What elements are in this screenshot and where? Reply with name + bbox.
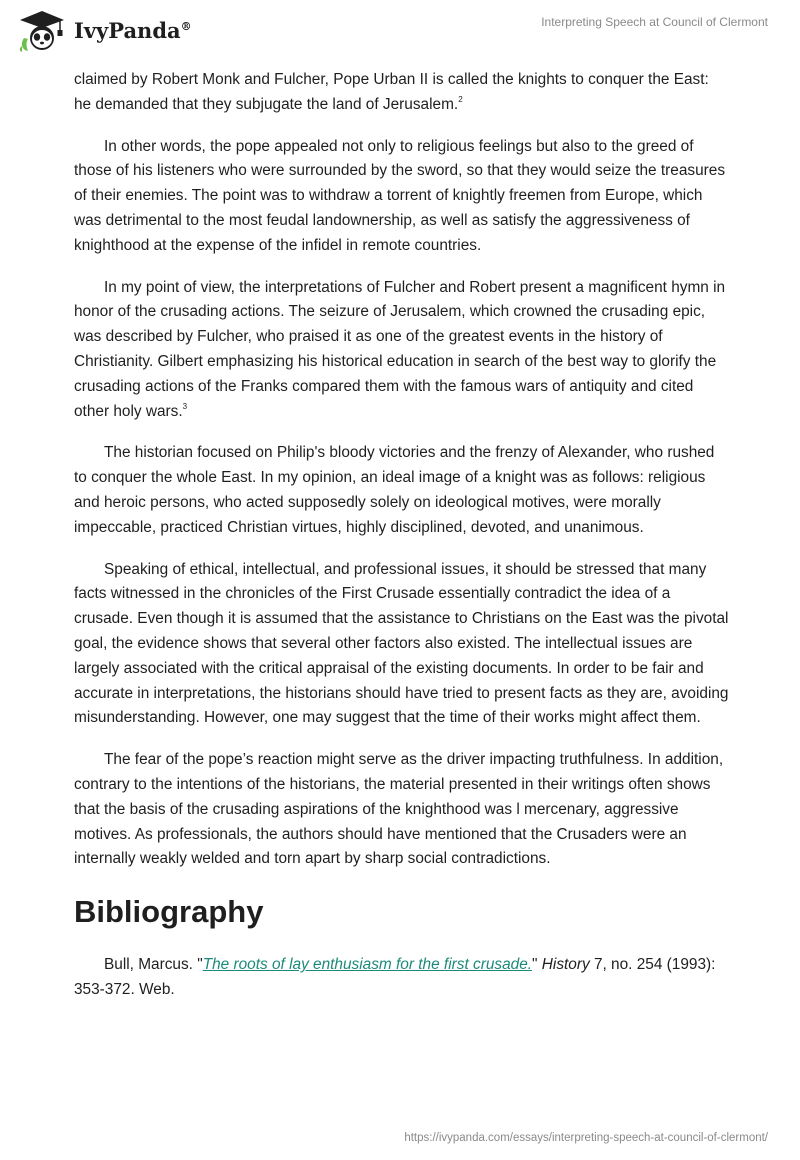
panda-graduation-cap-icon [16, 8, 68, 52]
document-title: Interpreting Speech at Council of Clermont [541, 15, 768, 29]
paragraph-3: In my point of view, the interpretations of Fulcher and Robert present a magnificent hymn in honor of the crusading actions. The seizure of Jerusalem, which crowned the crusading epic, was described by Fulcher, who praised it as one of the greatest events in the history of Christianity. Gilbert emphasizing his historical education in search of the best way to glorify the crusading actions of the Franks compared them with the famous wars of antiquity and cited other holy wars.$^3$ [74, 278, 726, 420]
bibliography-title-link[interactable]: The roots of lay enthusiasm for the first crusade. [202, 956, 533, 974]
footnote-ref-3[interactable]: 3 [182, 401, 188, 411]
bibliography-journal: History [541, 956, 590, 974]
paragraph-5: Speaking of ethical, intellectual, and professional issues, it should be stressed that many facts witnessed in the chronicles of the First Crusade essentially contradict the idea of a crusade. Even though it is assumed that the assistance to Christians on the East was the pivotal goal, the evidence shows that several other factors also existed. The intellectual issues are largely associated with the critical appraisal of the existing documents. In order to be fair and accurate in interpretations, the historians should have tried to present facts as they are, avoiding misunderstanding. However, one may suggest that the time of their works might affect them. [74, 560, 729, 727]
brand-logo[interactable] [16, 8, 192, 52]
paragraph-6: The fear of the pope’s reaction might serve as the driver impacting truthfulness. In addition, contrary to the intentions of the historians, the material presented in their writings often shows that the basis of the crusading aspirations of the knighthood was l mercenary, aggressive motives. As professionals, the authors should have mentioned that the Crusaders were an internally weakly welded and torn apart by sharp social contradictions. [74, 751, 724, 868]
page-header [0, 0, 800, 62]
paragraph-4: The historian focused on Philip's bloody victories and the frenzy of Alexander, who rushed to conquer the whole East. In my opinion, an ideal image of a knight was as follows: religious and heroic persons, who acted supposedly solely on ideological motives, were morally impeccable, practiced Christian virtues, highly disciplined, devoted, and unanimous. [74, 444, 715, 536]
brand-name: IvyPanda® [74, 17, 192, 43]
footnote-ref-2[interactable]: 2 [458, 94, 463, 104]
paragraph-2: In other words, the pope appealed not only to religious feelings but also to the greed of those of his listeners who were surrounded by the sword, so that they would seize the treasures of their enemies. The point was to withdraw a torrent of knightly freemen from Europe, which was detrimental to the most feudal landownership, as well as satisfy the aggressiveness of knighthood at the expense of the infidel in remote countries. [74, 137, 726, 254]
bibliography-entry: Bull, Marcus. "The roots of lay enthusiasm for the first crusade." History 7, no. 254 (1993): 353-372. Web. [74, 956, 716, 998]
bibliography-heading: Bibliography [74, 894, 264, 930]
essay-content [74, 68, 730, 1003]
paragraph-1: claimed by Robert Monk and Fulcher, Pope Urban II is called the knights to conquer the East: he demanded that they subjugate the land of Jerusalem.$^2$ [74, 71, 709, 113]
footer-source-url[interactable]: https://ivypanda.com/essays/interpreting-speech-at-council-of-clermont/ [404, 1132, 768, 1144]
